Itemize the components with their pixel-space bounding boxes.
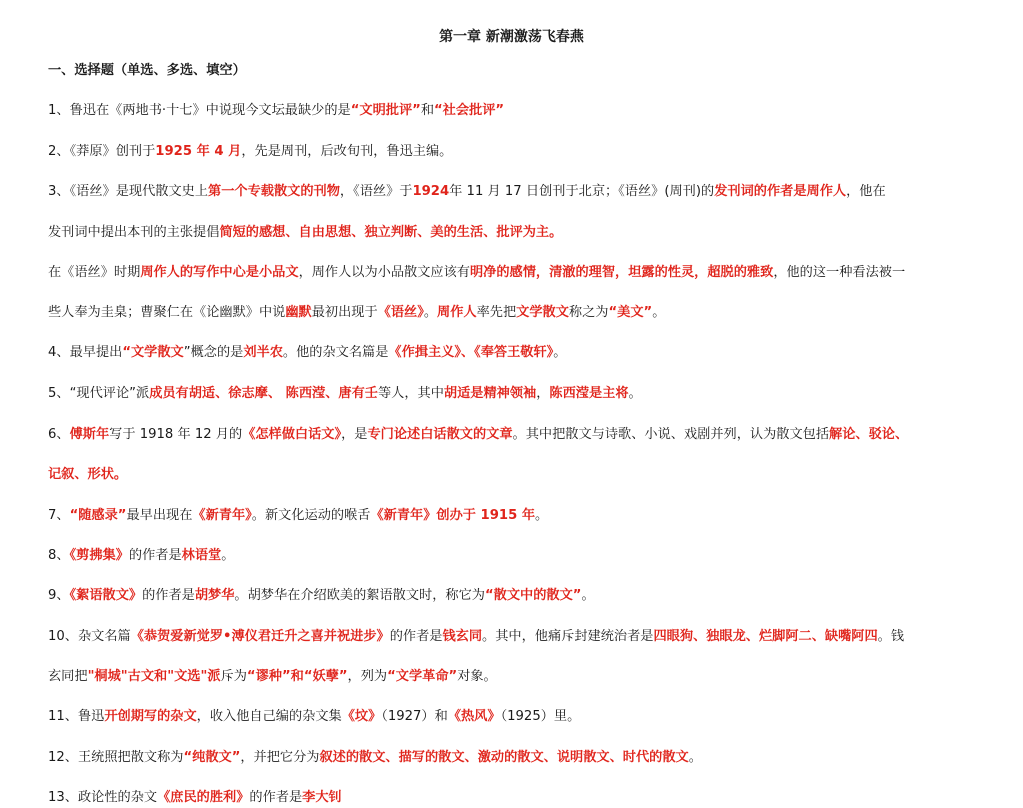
text-line [48, 303, 988, 323]
body-text: ，是 [341, 427, 368, 442]
highlight-text: 《坟》 [341, 709, 382, 724]
highlight-text: 《作揖主义》、《奉答王敬轩》 [388, 345, 554, 360]
highlight-text: 林语堂 [181, 548, 222, 563]
highlight-text: 周作人的写作中心是小品文 [140, 265, 299, 280]
text-line [48, 182, 988, 202]
body-text: ，收入他自己编的杂文集 [196, 709, 342, 724]
highlight-text: 胡适是精神领袖 [443, 386, 537, 401]
body-text: 斥为 [220, 669, 247, 684]
highlight-text: 《剪拂集》 [69, 548, 129, 563]
body-text: 的作者是 [142, 588, 195, 603]
highlight-text: “文明批评” [350, 103, 421, 118]
body-text: （1925）里。 [500, 709, 581, 724]
text-line [48, 667, 988, 687]
body-text: 10、杂文名篇 [48, 629, 131, 644]
body-text: 2、《莽原》创刊于 [48, 144, 156, 159]
highlight-text: 陈西滢是主将 [549, 386, 629, 401]
highlight-text: 胡梦华 [194, 588, 235, 603]
body-text: ，周作人以为小品散文应该有 [298, 265, 470, 280]
body-text: （1927）和 [381, 709, 448, 724]
highlight-text: 开创期写的杂文 [104, 709, 197, 724]
body-text: 。其中，他痛斥封建统治者是 [482, 629, 654, 644]
highlight-text: 明净的感情，清澈的理智，坦露的性灵，超脱的雅致 [470, 265, 774, 280]
body-text: 对象。 [457, 669, 497, 684]
text-line [48, 707, 988, 727]
body-text: 。 [688, 750, 702, 765]
highlight-text: 《庶民的胜利》 [157, 790, 250, 805]
body-text: ，他的这一种看法被一 [773, 265, 906, 280]
text-line [48, 506, 988, 526]
highlight-text: "桐城"古文和"文选"派 [87, 669, 221, 684]
highlight-text: 《怎样做白话文》 [242, 427, 342, 442]
body-text: ， [536, 386, 550, 401]
highlight-text: 叙述的散文、描写的散文、激动的散文、说明散文、时代的散文 [319, 750, 689, 765]
highlight-text: 《新青年》 [192, 508, 252, 523]
body-text: 些人奉为圭臬；曹聚仁在《论幽默》中说 [48, 305, 286, 320]
body-text: 3、《语丝》是现代散文史上 [48, 184, 209, 199]
text-line [48, 384, 988, 404]
highlight-text: “文学革命” [387, 669, 458, 684]
highlight-text: 《恭贺爱新觉罗•溥仪君迁升之喜并祝进步》 [130, 629, 390, 644]
text-line [48, 546, 988, 566]
body-text: 9、 [48, 588, 70, 603]
body-text: 。 [535, 508, 549, 523]
body-text: ，他在 [846, 184, 886, 199]
body-text: 最初出现于 [311, 305, 378, 320]
text-line [48, 465, 988, 485]
text-line [48, 263, 988, 283]
body-text: 和 [420, 103, 434, 118]
body-text: 。 [221, 548, 235, 563]
highlight-text: 《热风》 [447, 709, 501, 724]
body-text: 在《语丝》时期 [48, 265, 141, 280]
highlight-text: 专门论述白话散文的文章 [367, 427, 513, 442]
body-text: 8、 [48, 548, 70, 563]
body-text: 等人，其中 [377, 386, 444, 401]
body-text: 率先把 [476, 305, 517, 320]
highlight-text: 四眼狗、独眼龙、烂脚阿二、缺嘴阿四 [653, 629, 878, 644]
body-text: 4、最早提出 [48, 345, 123, 360]
body-text: 称之为 [568, 305, 609, 320]
body-text: 。其中把散文与诗歌、小说、戏剧并列，认为散文包括 [512, 427, 830, 442]
highlight-text: 傅斯年 [69, 427, 110, 442]
body-text: ，并把它分为 [240, 750, 320, 765]
body-text: 。 [581, 588, 595, 603]
highlight-text: 《语丝》 [377, 305, 424, 320]
highlight-text: 刘半农 [243, 345, 283, 360]
highlight-text: 《新青年》创办于 1915 年 [370, 508, 536, 523]
body-text: 13、政论性的杂文 [48, 790, 158, 805]
highlight-text: 解论、驳论、 [829, 427, 909, 442]
text-line [48, 788, 988, 808]
text-line [48, 627, 988, 647]
highlight-text: 1925 年 4 月 [155, 144, 242, 159]
highlight-text: 成员有胡适、徐志摩、 陈西滢、唐有壬 [149, 386, 378, 401]
text-line [48, 748, 988, 768]
highlight-text: 《絮语散文》 [69, 588, 143, 603]
body-text: 5、“现代评论”派 [48, 386, 150, 401]
body-text: 6、 [48, 427, 70, 442]
highlight-text: 1924 [412, 184, 450, 199]
highlight-text: “美文” [608, 305, 653, 320]
text-line [48, 142, 988, 162]
highlight-text: “纯散文” [183, 750, 241, 765]
highlight-text: 文学散文 [516, 305, 569, 320]
body-text: 1、鲁迅在《两地书·十七》中说现今文坛最缺少的是 [48, 103, 351, 118]
body-text: 发刊词中提出本刊的主张提倡 [48, 225, 220, 240]
highlight-text: 简短的感想、自由思想、独立判断、美的生活、批评为主。 [219, 225, 563, 240]
highlight-text: “散文中的散文” [484, 588, 582, 603]
highlight-text: 记叙、形状。 [48, 467, 128, 482]
body-text: 。钱 [877, 629, 905, 644]
body-text: 的作者是 [389, 629, 443, 644]
body-text: ，先是周刊，后改旬刊，鲁迅主编。 [241, 144, 453, 159]
highlight-text: “随感录” [69, 508, 127, 523]
chapter-title: 第一章 新潮激荡飞春燕 [439, 29, 584, 45]
body-text: 。 [652, 305, 666, 320]
body-text: 写于 1918 年 12 月的 [109, 427, 243, 442]
section-heading: 一、选择题（单选、多选、填空） [48, 63, 246, 78]
text-line [48, 101, 988, 121]
text-line [48, 425, 988, 445]
highlight-text: 第一个专载散文的刊物 [208, 184, 340, 199]
highlight-text: “文学散文 [122, 345, 184, 360]
body-text: ”概念的是 [183, 345, 244, 360]
body-text: 的作者是 [128, 548, 182, 563]
highlight-text: 发刊词的作者是周作人 [714, 184, 847, 199]
body-text: 。胡梦华在介绍欧美的絮语散文时，称它为 [234, 588, 485, 603]
body-text: ，《语丝》于 [339, 184, 413, 199]
highlight-text: 李大钊 [302, 790, 342, 805]
highlight-text: 钱玄同 [442, 629, 483, 644]
body-text: 12、王统照把散文称为 [48, 750, 184, 765]
highlight-text: 幽默 [285, 305, 312, 320]
text-line [48, 586, 988, 606]
body-text: 。他的杂文名篇是 [282, 345, 389, 360]
body-text: 7、 [48, 508, 70, 523]
highlight-text: “社会批评” [434, 103, 505, 118]
body-text: 。 [423, 305, 438, 320]
highlight-text: “谬种”和“妖孽” [246, 669, 348, 684]
body-text: 最早出现在 [126, 508, 193, 523]
body-text: ，列为 [347, 669, 388, 684]
body-text: 11、鲁迅 [48, 709, 105, 724]
body-text: 年 11 月 17 日创刊于北京；《语丝》(周刊)的 [449, 184, 715, 199]
highlight-text: 周作人 [437, 305, 477, 320]
body-text: 玄同把 [48, 669, 88, 684]
text-line [48, 223, 988, 243]
body-text: 。 [553, 345, 567, 360]
body-text: 。 [628, 386, 642, 401]
body-text: 。新文化运动的喉舌 [251, 508, 371, 523]
body-text: 的作者是 [249, 790, 303, 805]
text-line [48, 343, 988, 363]
